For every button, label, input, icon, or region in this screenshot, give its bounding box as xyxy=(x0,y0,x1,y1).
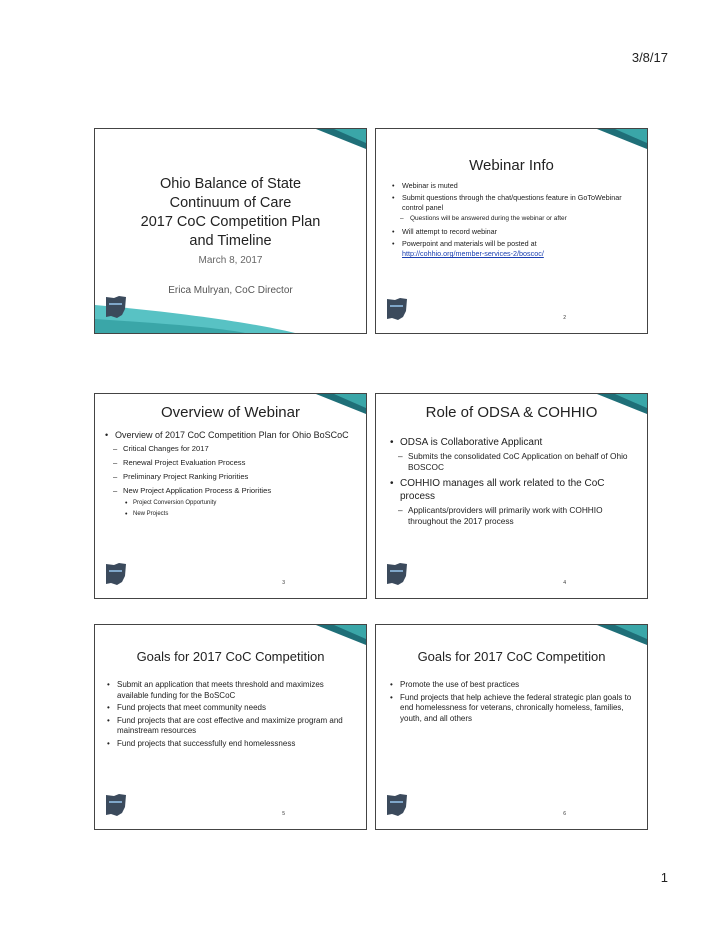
teal-accent-top xyxy=(587,129,647,149)
slide-number: 2 xyxy=(563,315,566,321)
bullet: • Fund projects that successfully end homelessness xyxy=(107,739,352,750)
slide-3 xyxy=(94,393,367,599)
header-date: 3/8/17 xyxy=(631,50,668,65)
slide-2 xyxy=(375,128,648,334)
slide-1-title: Ohio Balance of State Continuum of Care 2017 CoC Competition Plan and Timeline xyxy=(140,176,321,249)
bullet: • Powerpoint and materials will be posted at http://cohhio.org/member-services-2/boscoc/ xyxy=(392,239,637,259)
ohio-logo-icon xyxy=(386,562,408,586)
teal-accent-top xyxy=(306,129,366,149)
sub-bullet: – Preliminary Project Ranking Priorities xyxy=(105,470,352,484)
bullet: • Webinar is muted xyxy=(392,181,637,191)
bullet: • Fund projects that are cost effective and maximize program and mainstream resources xyxy=(107,716,352,737)
ohio-logo-icon xyxy=(386,297,408,321)
slide-3-title: Overview of Webinar xyxy=(161,404,300,421)
slide-5-title: Goals for 2017 CoC Competition xyxy=(136,649,325,664)
sub-bullet: – Submits the consolidated CoC Application on behalf of Ohio BOSCOC xyxy=(390,451,637,473)
slide-1 xyxy=(94,128,367,334)
sub-bullet: – Critical Changes for 2017 xyxy=(105,442,352,456)
bullet: • Will attempt to record webinar xyxy=(392,227,637,237)
teal-accent-top xyxy=(306,625,366,645)
slide-2-title: Webinar Info xyxy=(469,157,554,174)
ohio-logo-icon xyxy=(105,793,127,817)
slide-number: 6 xyxy=(563,811,566,817)
page-number: 1 xyxy=(660,870,668,885)
bullet: • Promote the use of best practices xyxy=(390,680,635,691)
slide-1-presenter: Erica Mulryan, CoC Director xyxy=(168,285,293,296)
teal-accent-top xyxy=(587,625,647,645)
slide-4-title: Role of ODSA & COHHIO xyxy=(425,404,598,421)
ohio-logo-icon xyxy=(386,793,408,817)
sub-bullet: – Renewal Project Evaluation Process xyxy=(105,456,352,470)
slide-5 xyxy=(94,624,367,830)
sub-sub-bullet: • Project Conversion Opportunity xyxy=(105,498,352,509)
bullet: • Overview of 2017 CoC Competition Plan for Ohio BoSCoC xyxy=(105,430,352,442)
bullet: • Submit questions through the chat/questions feature in GoToWebinar control panel xyxy=(392,193,637,213)
sub-bullet: – Questions will be answered during the webinar or after xyxy=(392,214,637,224)
slide-number: 5 xyxy=(282,811,285,817)
sub-sub-bullet: • New Projects xyxy=(105,509,352,520)
bullet: • Fund projects that meet community needs xyxy=(107,703,352,714)
sub-bullet: – Applicants/providers will primarily work with COHHIO throughout the 2017 process xyxy=(390,505,637,527)
slide-6 xyxy=(375,624,648,830)
slide-number: 4 xyxy=(563,580,566,586)
teal-wave-bottom xyxy=(95,273,366,333)
slide-6-title: Goals for 2017 CoC Competition xyxy=(417,649,606,664)
slide-4 xyxy=(375,393,648,599)
ohio-logo-icon xyxy=(105,295,127,319)
bullet: • Fund projects that help achieve the federal strategic plan goals to end homelessness for veterans, chronically homeless, families, youth, and all others xyxy=(390,693,635,725)
slide-number: 3 xyxy=(282,580,285,586)
sub-bullet: – New Project Application Process & Priorities xyxy=(105,484,352,498)
slide-1-date: March 8, 2017 xyxy=(198,255,263,266)
materials-link[interactable]: http://cohhio.org/member-services-2/boscoc/ xyxy=(402,249,544,258)
bullet: • Submit an application that meets threshold and maximizes available funding for the BoSCoC xyxy=(107,680,352,701)
bullet: • COHHIO manages all work related to the CoC process xyxy=(390,477,637,503)
ohio-logo-icon xyxy=(105,562,127,586)
bullet: • ODSA is Collaborative Applicant xyxy=(390,436,637,449)
